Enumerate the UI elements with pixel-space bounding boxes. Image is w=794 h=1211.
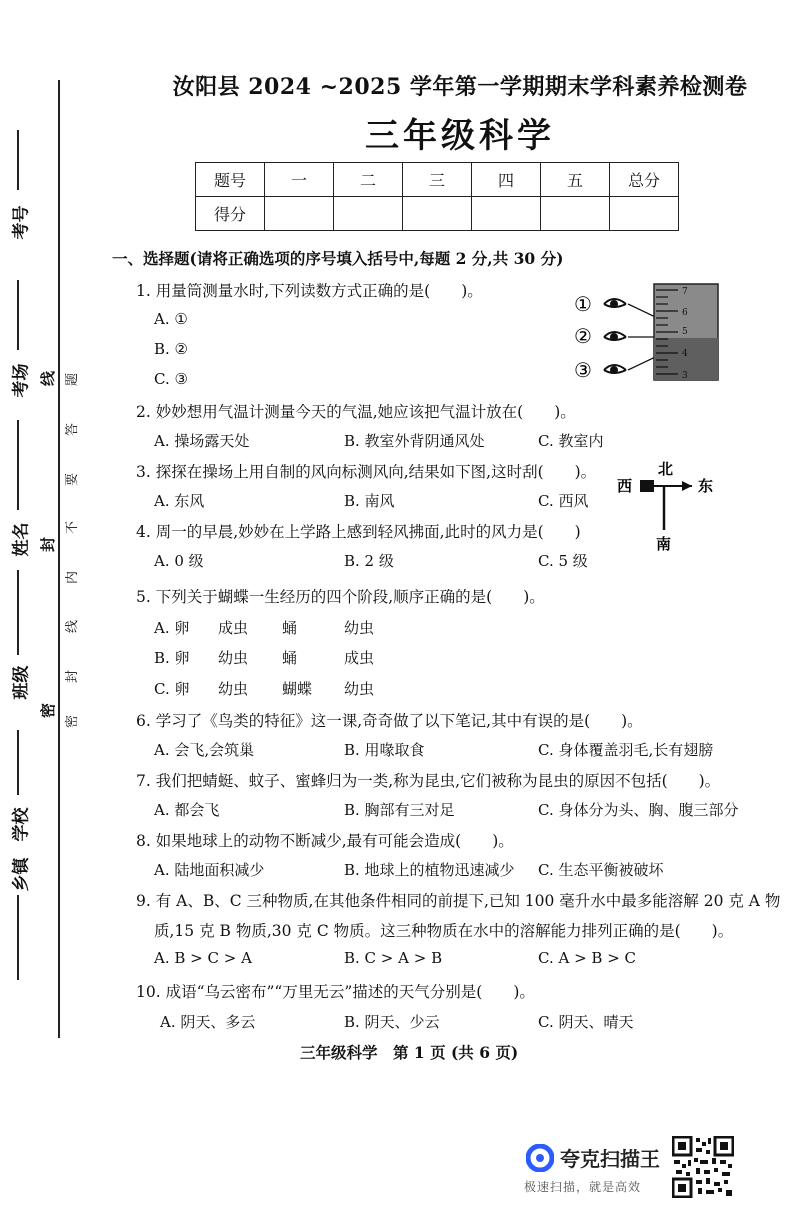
side-underline — [17, 420, 19, 510]
score-table — [195, 162, 679, 231]
side-underline — [17, 130, 19, 190]
wind-vane-figure — [612, 458, 722, 553]
note-char: 答 — [65, 422, 81, 437]
scale-label: 7 — [682, 287, 688, 297]
cylinder-reading-figure — [570, 282, 722, 382]
binding-line — [58, 80, 60, 1038]
side-underline — [17, 280, 19, 350]
seal-mark-seal: 封 — [39, 536, 58, 553]
scale-label: 3 — [682, 371, 688, 381]
score-table-header-row — [196, 163, 679, 197]
note-char: 题 — [65, 372, 81, 387]
side-label-exam-number: 考号 — [11, 205, 32, 240]
score-cell: 三 — [403, 163, 472, 197]
option[interactable]: A. 陆地面积减少 — [154, 861, 265, 879]
option[interactable]: A. 都会飞 — [154, 801, 220, 819]
qr-code-icon[interactable] — [672, 1136, 734, 1198]
compass-west: 西 — [617, 477, 633, 495]
option[interactable]: C. 身体覆盖羽毛,长有翅膀 — [538, 741, 714, 759]
compass-east: 东 — [698, 477, 714, 495]
score-input-cell[interactable] — [541, 197, 610, 231]
scanner-brand — [522, 1140, 670, 1200]
seal-mark-line: 线 — [39, 370, 58, 387]
scale-label: 6 — [682, 308, 688, 318]
side-underline — [17, 730, 19, 795]
question-2: 2. 妙妙想用气温计测量今天的气温,她应该把气温计放在( )。 — [136, 403, 576, 421]
question-4: 4. 周一的早晨,妙妙在上学路上感到轻风拂面,此时的风力是( ) — [136, 523, 581, 541]
option[interactable]: B. C > A > B — [344, 949, 443, 967]
option[interactable]: C. 西风 — [538, 492, 589, 510]
option[interactable]: A. 东风 — [154, 492, 205, 510]
option[interactable]: C. 身体分为头、胸、腹三部分 — [538, 801, 739, 819]
note-char: 线 — [65, 619, 81, 634]
option[interactable]: C. 5 级 — [538, 552, 588, 570]
option-step: 幼虫 — [344, 619, 375, 637]
scale-label: 4 — [682, 349, 688, 359]
option[interactable]: A. 操场露天处 — [154, 432, 250, 450]
scale-label: 5 — [682, 327, 688, 337]
section-title: 一、选择题(请将正确选项的序号填入括号中,每题 2 分,共 30 分) — [112, 249, 564, 268]
score-input-cell[interactable] — [472, 197, 541, 231]
option[interactable]: C. ③ — [154, 370, 188, 388]
option-step: 成虫 — [344, 649, 375, 667]
mark-2: ② — [574, 324, 592, 348]
vane-tail — [640, 480, 654, 492]
subject-title: 三年级科学 — [365, 116, 555, 156]
option[interactable]: B. 胸部有三对足 — [344, 801, 455, 819]
option[interactable]: C. A > B > C — [538, 949, 637, 967]
option[interactable]: B. 2 级 — [344, 552, 394, 570]
option-step: 幼虫 — [218, 649, 249, 667]
option-step: 幼虫 — [218, 680, 249, 698]
eye-icon — [604, 299, 626, 307]
option[interactable]: A. 卵 — [154, 619, 190, 637]
option-step: 幼虫 — [344, 680, 375, 698]
option[interactable]: C. 教室内 — [538, 432, 604, 450]
mark-1: ① — [574, 292, 592, 316]
side-label-exam-room: 考场 — [11, 363, 32, 398]
option[interactable]: C. 卵 — [154, 680, 190, 698]
side-label-township: 乡镇 — [11, 857, 32, 892]
score-table-score-row — [196, 197, 679, 231]
option[interactable]: B. 教室外背阴通风处 — [344, 432, 485, 450]
vane-arrow — [682, 481, 692, 491]
seal-mark-secret: 密 — [39, 702, 58, 719]
eye-icon — [604, 332, 626, 340]
compass-north: 北 — [658, 460, 674, 478]
question-3: 3. 探探在操场上用自制的风向标测风向,结果如下图,这时刮( )。 — [136, 463, 597, 481]
score-input-cell[interactable] — [265, 197, 334, 231]
side-underline — [17, 570, 19, 655]
score-cell: 得分 — [196, 197, 265, 231]
score-cell: 二 — [334, 163, 403, 197]
question-10: 10. 成语“乌云密布”“万里无云”描述的天气分别是( )。 — [136, 983, 535, 1001]
option[interactable]: B. 地球上的植物迅速减少 — [344, 861, 515, 879]
side-label-name: 姓名 — [11, 522, 32, 557]
page-footer: 三年级科学 第 1 页 (共 6 页) — [300, 1043, 519, 1062]
score-cell: 四 — [472, 163, 541, 197]
exam-title: 汝阳县 2024 ~2025 学年第一学期期末学科素养检测卷 — [172, 74, 748, 100]
question-7: 7. 我们把蜻蜓、蚊子、蜜蜂归为一类,称为昆虫,它们被称为昆虫的原因不包括( )。 — [136, 772, 721, 790]
question-6: 6. 学习了《鸟类的特征》这一课,奇奇做了以下笔记,其中有误的是( )。 — [136, 712, 643, 730]
brand-name: 夸克扫描王 — [560, 1147, 660, 1171]
score-input-cell[interactable] — [334, 197, 403, 231]
option[interactable]: B. 用喙取食 — [344, 741, 425, 759]
score-cell: 五 — [541, 163, 610, 197]
option[interactable]: B. 阴天、少云 — [344, 1013, 440, 1031]
side-label-school: 学校 — [11, 807, 32, 842]
question-9-cont: 质,15 克 B 物质,30 克 C 物质。这三种物质在水中的溶解能力排列正确的是( )。 — [154, 922, 734, 940]
question-5: 5. 下列关于蝴蝶一生经历的四个阶段,顺序正确的是( )。 — [136, 588, 545, 606]
note-char: 内 — [65, 570, 81, 585]
brand-logo-icon — [526, 1144, 554, 1172]
option[interactable]: A. 阴天、多云 — [160, 1013, 256, 1031]
question-1: 1. 用量筒测量水时,下列读数方式正确的是( )。 — [136, 282, 483, 300]
option-step: 成虫 — [218, 619, 249, 637]
note-char: 封 — [65, 669, 81, 684]
option[interactable]: A. ① — [154, 310, 188, 328]
score-input-cell[interactable] — [610, 197, 679, 231]
side-label-class: 班级 — [11, 665, 32, 700]
question-9: 9. 有 A、B、C 三种物质,在其他条件相同的前提下,已知 100 毫升水中最多能溶解 20 克 A 物 — [136, 892, 781, 910]
note-char: 密 — [65, 714, 81, 729]
mark-3: ③ — [574, 358, 592, 382]
note-char: 要 — [65, 472, 81, 487]
option[interactable]: C. 生态平衡被破坏 — [538, 861, 664, 879]
option[interactable]: A. 0 级 — [154, 552, 204, 570]
brand-slogan: 极速扫描，就是高效 — [524, 1180, 642, 1194]
option-step: 蛹 — [282, 619, 298, 637]
option[interactable]: A. B > C > A — [154, 949, 252, 967]
option[interactable]: B. ② — [154, 340, 189, 358]
question-8: 8. 如果地球上的动物不断减少,最有可能会造成( )。 — [136, 832, 514, 850]
option[interactable]: A. 会飞,会筑巢 — [154, 741, 255, 759]
compass-south: 南 — [656, 535, 672, 553]
side-underline — [17, 895, 19, 980]
option-step: 蛹 — [282, 649, 298, 667]
option[interactable]: C. 阴天、晴天 — [538, 1013, 634, 1031]
option[interactable]: B. 南风 — [344, 492, 395, 510]
score-cell: 总分 — [610, 163, 679, 197]
score-cell: 一 — [265, 163, 334, 197]
note-char: 不 — [65, 520, 81, 535]
score-cell: 题号 — [196, 163, 265, 197]
option[interactable]: B. 卵 — [154, 649, 190, 667]
score-input-cell[interactable] — [403, 197, 472, 231]
eye-icon — [604, 365, 626, 373]
option-step: 蝴蝶 — [282, 680, 313, 698]
